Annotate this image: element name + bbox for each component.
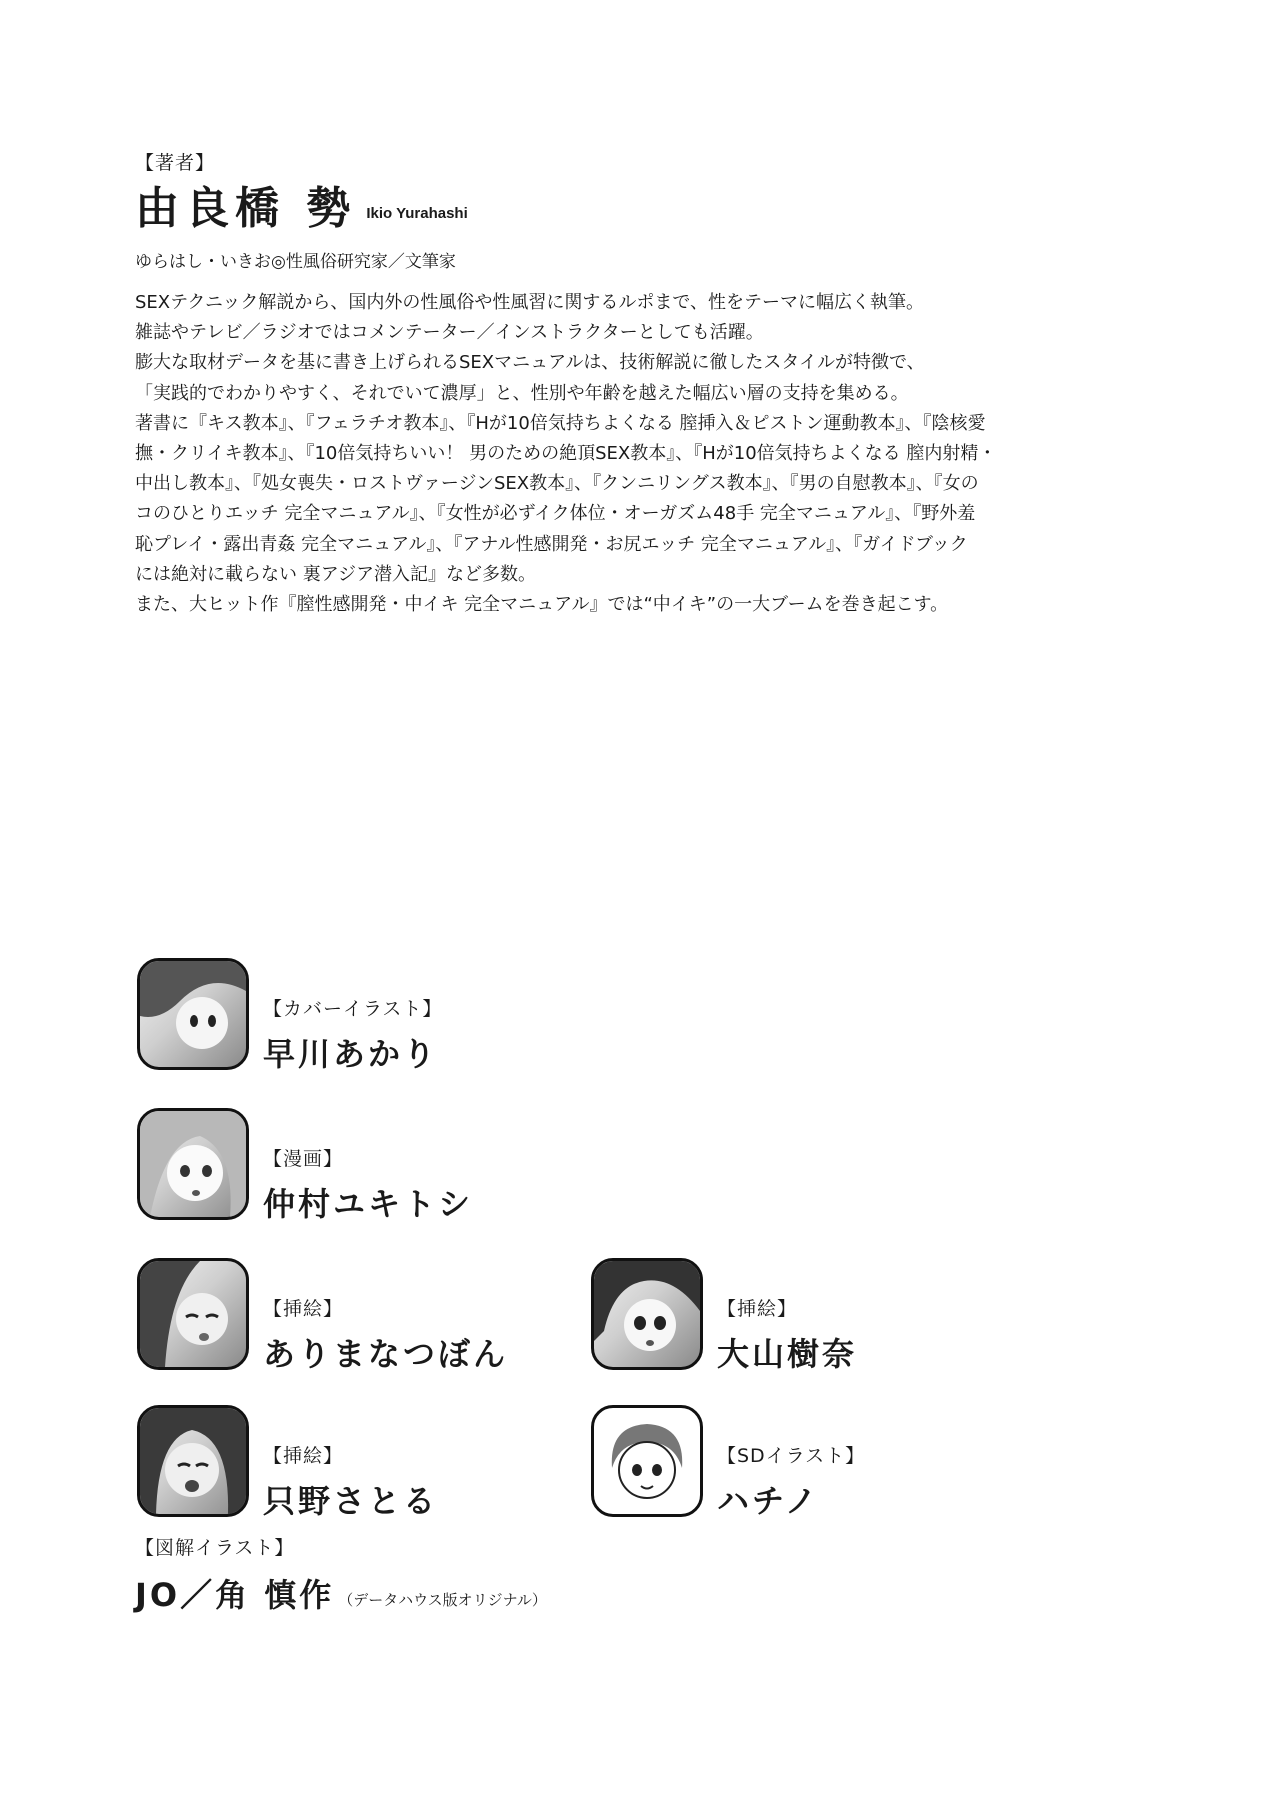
bio-line: には絶対に載らない 裏アジア潜入記』など多数。 — [135, 563, 536, 585]
credit-name: 仲村ユキトシ — [263, 1185, 474, 1223]
credit-text — [717, 1294, 857, 1375]
illustrator-portrait-thumbnail — [591, 1258, 703, 1370]
credit-text — [263, 994, 442, 1075]
credit-text — [263, 1294, 508, 1375]
credit-role: 【漫画】 — [263, 1148, 344, 1170]
bio-line: コのひとりエッチ 完全マニュアル』、『女性が必ずイク体位・オーガズム48手 完全マニュアル』、『野外羞 — [135, 503, 976, 525]
credit-role: 【挿絵】 — [263, 1445, 344, 1467]
credit-illustration-2 — [591, 1258, 857, 1375]
illustrator-portrait-thumbnail — [137, 958, 249, 1070]
bio-line: 雑誌やテレビ／ラジオではコメンテーター／インストラクターとしても活躍。 — [135, 322, 764, 344]
bio-line: 「実践的でわかりやすく、それでいて濃厚」と、性別や年齢を越えた幅広い層の支持を集める。 — [135, 382, 909, 404]
credit-diagram-illustration — [135, 1533, 547, 1616]
author-name: 由良橋 勢 — [135, 183, 357, 234]
credit-text — [263, 1441, 438, 1522]
credit-illustration-1 — [137, 1258, 508, 1375]
illustrator-portrait-thumbnail — [137, 1258, 249, 1370]
illustrator-portrait-thumbnail — [591, 1405, 703, 1517]
credit-text — [263, 1144, 473, 1225]
bio-line: 撫・クリイキ教本』、『10倍気持ちいい！ 男のための絶頂SEX教本』、『Hが10倍気持ちよくなる 膣内射精・ — [135, 443, 997, 465]
credit-name: 早川あかり — [263, 1035, 439, 1073]
credit-role: 【挿絵】 — [717, 1298, 798, 1320]
credit-role: 【SDイラスト】 — [717, 1445, 866, 1467]
credit-manga — [137, 1108, 473, 1225]
author-romaji: Ikio Yurahashi — [366, 205, 468, 222]
credit-role: 【カバーイラスト】 — [263, 998, 443, 1020]
illustrator-portrait-thumbnail — [137, 1405, 249, 1517]
bio-line: また、大ヒット作『膣性感開発・中イキ 完全マニュアル』では“中イキ”の一大ブームを巻き起こす。 — [135, 594, 949, 616]
author-reading: ゆらはし・いきお◎性風俗研究家／文筆家 — [135, 252, 456, 272]
credit-text — [717, 1441, 865, 1522]
credit-name: 大山樹奈 — [717, 1335, 858, 1373]
author-section-label: 【著者】 — [135, 152, 216, 174]
credit-cover-illustration — [137, 958, 442, 1075]
credit-name: 只野さとる — [263, 1482, 439, 1520]
bio-line: 膨大な取材データを基に書き上げられるSEXマニュアルは、技術解説に徹したスタイルが特徴で、 — [135, 352, 925, 374]
diagram-name-row — [135, 1570, 547, 1616]
author-section — [135, 148, 1055, 620]
credit-note: （データハウス版オリジナル） — [338, 1591, 547, 1609]
credit-name: JO／角 慎作 — [135, 1576, 335, 1614]
credit-illustration-3 — [137, 1405, 438, 1522]
credit-name: ハチノ — [717, 1482, 820, 1520]
credit-sd-illustration — [591, 1405, 865, 1522]
bio-line: 中出し教本』、『処女喪失・ロストヴァージンSEX教本』、『クンニリングス教本』、『男の自慰教本』、『女の — [135, 473, 979, 495]
author-bio — [135, 288, 1055, 620]
credit-role: 【挿絵】 — [263, 1298, 344, 1320]
bio-line: 恥プレイ・露出青姦 完全マニュアル』、『アナル性感開発・お尻エッチ 完全マニュアル』、『ガイドブック — [135, 533, 968, 555]
bio-line: SEXテクニック解説から、国内外の性風俗や性風習に関するルポまで、性をテーマに幅広く執筆。 — [135, 292, 924, 313]
credit-name: ありまなつぼん — [263, 1335, 509, 1373]
author-name-row — [135, 179, 1055, 235]
credit-role: 【図解イラスト】 — [135, 1537, 295, 1559]
illustrator-portrait-thumbnail — [137, 1108, 249, 1220]
bio-line: 著書に『キス教本』、『フェラチオ教本』、『Hが10倍気持ちよくなる 膣挿入＆ピストン運動教本』、『陰核愛 — [135, 412, 986, 434]
